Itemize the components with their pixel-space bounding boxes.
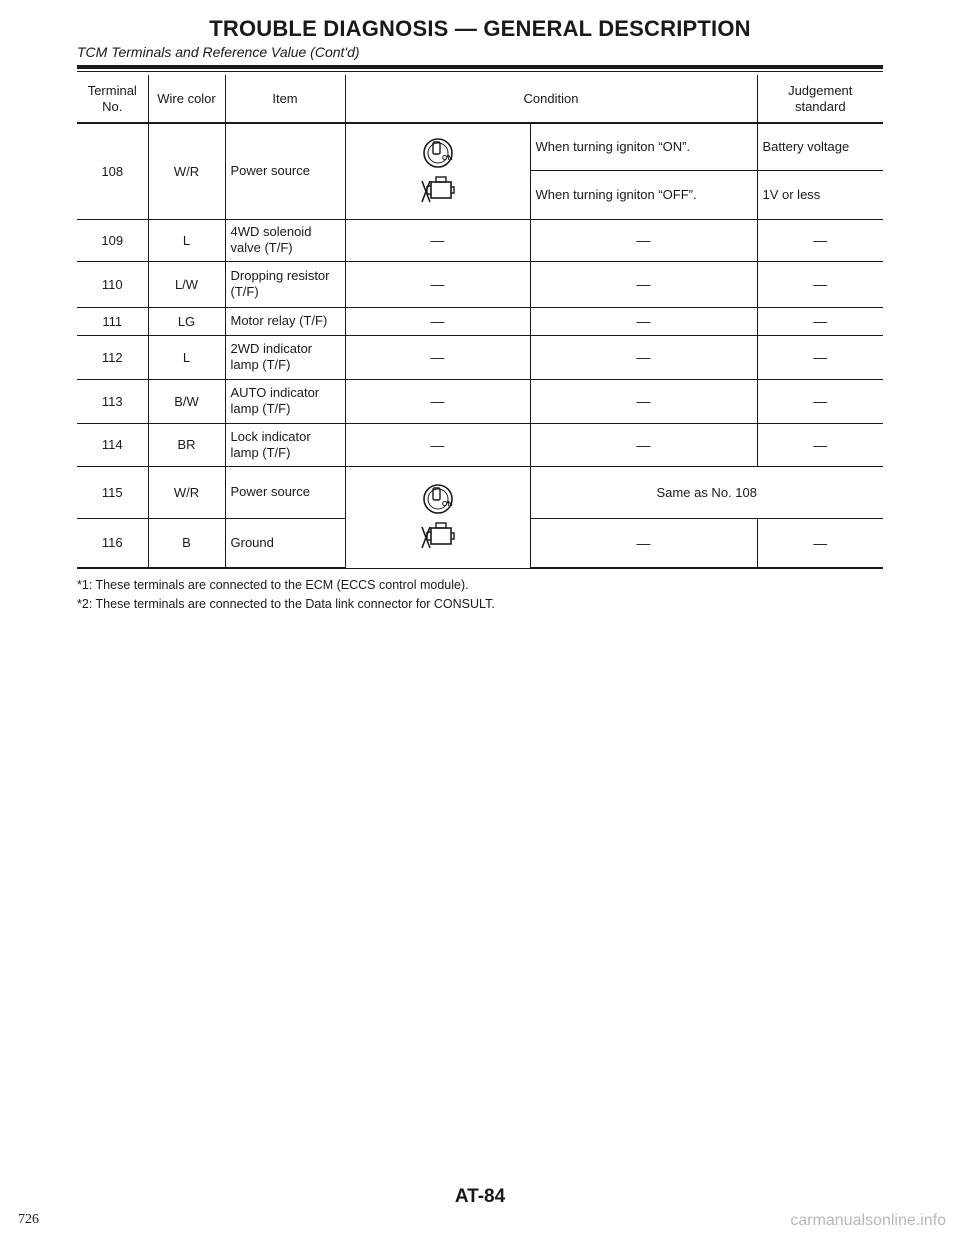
condition: — (530, 379, 757, 423)
ignition-key-on-icon (421, 482, 455, 516)
watermark: carmanualsonline.info (790, 1212, 946, 1229)
sheet-number: 726 (18, 1212, 39, 1227)
wire-color: W/R (148, 466, 225, 518)
table-row (77, 466, 883, 518)
condition: — (530, 219, 757, 261)
footnote-1: *1: These terminals are connected to the ECM (ECCS control module). (77, 578, 469, 592)
condition-icon-none: — (345, 219, 530, 261)
condition: — (530, 261, 757, 307)
wire-color: BR (148, 423, 225, 466)
condition-off: When turning igniton “OFF”. (530, 170, 757, 219)
item: AUTO indicator lamp (T/F) (225, 379, 345, 423)
condition-icon-none: — (345, 335, 530, 379)
condition-icon-none: — (345, 379, 530, 423)
col-condition: Condition (345, 75, 757, 123)
condition-same: Same as No. 108 (530, 466, 883, 518)
condition-icon-none: — (345, 423, 530, 466)
terminal-no: 110 (77, 261, 148, 307)
engine-off-icon (418, 172, 458, 206)
judgement: — (757, 423, 883, 466)
condition-icon-none: — (345, 261, 530, 307)
footnote-2: *2: These terminals are connected to the Data link connector for CONSULT. (77, 597, 495, 611)
ignition-key-on-icon (421, 136, 455, 170)
item: Motor relay (T/F) (225, 307, 345, 335)
wire-color: L (148, 219, 225, 261)
item: Power source (225, 123, 345, 219)
judgement: — (757, 379, 883, 423)
page-number: AT-84 (454, 1186, 506, 1207)
terminal-no: 116 (77, 518, 148, 568)
wire-color: B/W (148, 379, 225, 423)
condition-icons (345, 123, 530, 219)
engine-off-icon (418, 518, 458, 552)
wire-color: W/R (148, 123, 225, 219)
header-rule-thin (77, 71, 883, 72)
condition: — (530, 335, 757, 379)
table-row (77, 307, 883, 335)
item: Power source (225, 466, 345, 518)
wire-color: L (148, 335, 225, 379)
col-wire-color: Wire color (148, 75, 225, 123)
wire-color: L/W (148, 261, 225, 307)
terminal-no: 115 (77, 466, 148, 518)
tcm-terminal-table (77, 75, 883, 569)
judgement: — (757, 335, 883, 379)
judgement: — (757, 518, 883, 568)
page-subtitle: TCM Terminals and Reference Value (Cont'd) (77, 44, 360, 60)
judgement: — (757, 261, 883, 307)
table-header-row (77, 75, 883, 123)
judgement-on: Battery voltage (757, 123, 883, 170)
key-on-label: ON (441, 155, 452, 163)
terminal-no: 112 (77, 335, 148, 379)
terminal-no: 108 (77, 123, 148, 219)
condition: — (530, 423, 757, 466)
item: Lock indicator lamp (T/F) (225, 423, 345, 466)
judgement: — (757, 219, 883, 261)
condition-icon-none: — (345, 307, 530, 335)
terminal-no: 113 (77, 379, 148, 423)
item: 4WD solenoid valve (T/F) (225, 219, 345, 261)
condition: — (530, 518, 757, 568)
condition-on: When turning igniton “ON”. (530, 123, 757, 170)
terminal-no: 109 (77, 219, 148, 261)
item: Dropping resistor (T/F) (225, 261, 345, 307)
key-on-label: ON (441, 501, 452, 508)
col-judgement: Judgement standard (757, 75, 883, 123)
table-row (77, 261, 883, 307)
table-row (77, 335, 883, 379)
wire-color: B (148, 518, 225, 568)
page-title: TROUBLE DIAGNOSIS — GENERAL DESCRIPTION (209, 16, 751, 41)
judgement: — (757, 307, 883, 335)
header-rule-thick (77, 65, 883, 69)
terminal-no: 114 (77, 423, 148, 466)
condition-icons (345, 466, 530, 568)
item: 2WD indicator lamp (T/F) (225, 335, 345, 379)
condition: — (530, 307, 757, 335)
table-row (77, 423, 883, 466)
col-terminal-no: Terminal No. (77, 75, 148, 123)
table-row (77, 219, 883, 261)
table-row (77, 123, 883, 170)
table-row (77, 379, 883, 423)
judgement-off: 1V or less (757, 170, 883, 219)
wire-color: LG (148, 307, 225, 335)
terminal-no: 111 (77, 307, 148, 335)
item: Ground (225, 518, 345, 568)
col-item: Item (225, 75, 345, 123)
